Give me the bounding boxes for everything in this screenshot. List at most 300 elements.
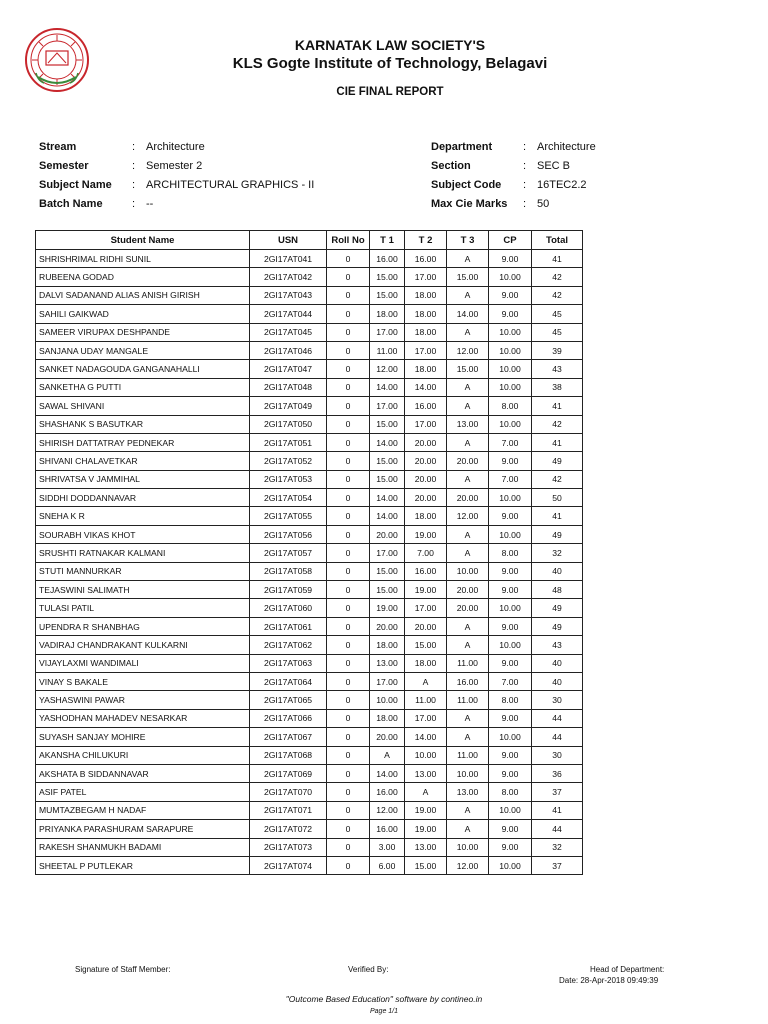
cell-t3: A [447,820,489,838]
cell-cp: 9.00 [489,838,532,856]
info-value: Semester 2 [146,159,203,172]
cell-student-name: VINAY S BAKALE [36,672,250,690]
cell-roll-no: 0 [327,397,370,415]
cell-t1: 15.00 [370,286,405,304]
cell-t1: A [370,746,405,764]
table-row [36,489,583,507]
cell-t3: A [447,433,489,451]
cell-t2: 19.00 [405,581,447,599]
cell-student-name: SHRIVATSA V JAMMIHAL [36,470,250,488]
cell-student-name: TEJASWINI SALIMATH [36,581,250,599]
cell-total: 48 [532,581,583,599]
cell-total: 41 [532,507,583,525]
institute-seal-icon [24,27,90,93]
cell-student-name: YASHODHAN MAHADEV NESARKAR [36,709,250,727]
cell-usn: 2GI17AT048 [250,378,327,396]
table-row [36,525,583,543]
cell-t1: 17.00 [370,323,405,341]
cell-roll-no: 0 [327,856,370,874]
cell-usn: 2GI17AT051 [250,433,327,451]
table-row [36,323,583,341]
info-row-batch-name [39,194,314,213]
table-row [36,562,583,580]
cell-total: 41 [532,433,583,451]
info-separator: : [523,159,527,172]
cell-t2: 14.00 [405,378,447,396]
info-label: Stream [39,140,77,153]
cell-t2: 19.00 [405,820,447,838]
cell-usn: 2GI17AT061 [250,617,327,635]
cell-roll-no: 0 [327,507,370,525]
cell-total: 37 [532,783,583,801]
cell-total: 41 [532,250,583,268]
info-separator: : [523,178,527,191]
info-value: Architecture [537,140,596,153]
cell-student-name: VADIRAJ CHANDRAKANT KULKARNI [36,636,250,654]
cell-usn: 2GI17AT065 [250,691,327,709]
cell-roll-no: 0 [327,323,370,341]
cell-student-name: SANJANA UDAY MANGALE [36,341,250,359]
cell-t2: 19.00 [405,801,447,819]
cell-roll-no: 0 [327,838,370,856]
staff-signature-label: Signature of Staff Member: [75,965,171,974]
table-row [36,801,583,819]
info-row-max-cie-marks [431,194,596,213]
cell-usn: 2GI17AT053 [250,470,327,488]
cell-t3: A [447,397,489,415]
cell-t1: 6.00 [370,856,405,874]
cell-roll-no: 0 [327,581,370,599]
cell-roll-no: 0 [327,691,370,709]
cell-t3: 10.00 [447,562,489,580]
cell-t2: 16.00 [405,250,447,268]
cell-roll-no: 0 [327,783,370,801]
table-row [36,544,583,562]
info-value: 50 [537,197,550,210]
info-label: Semester [39,159,89,172]
cell-t1: 15.00 [370,415,405,433]
cell-t2: 19.00 [405,525,447,543]
cell-t3: A [447,250,489,268]
cell-cp: 9.00 [489,820,532,838]
cell-student-name: SHASHANK S BASUTKAR [36,415,250,433]
cell-t3: A [447,709,489,727]
cell-usn: 2GI17AT054 [250,489,327,507]
cell-usn: 2GI17AT066 [250,709,327,727]
cell-t1: 18.00 [370,636,405,654]
cell-student-name: SHIRISH DATTATRAY PEDNEKAR [36,433,250,451]
table-row [36,709,583,727]
cell-t3: 15.00 [447,360,489,378]
cell-t2: 11.00 [405,691,447,709]
cell-t3: A [447,378,489,396]
cell-t3: 11.00 [447,654,489,672]
cell-cp: 9.00 [489,286,532,304]
info-label: Subject Code [431,178,502,191]
cell-student-name: AKANSHA CHILUKURI [36,746,250,764]
cell-t3: A [447,286,489,304]
cell-cp: 8.00 [489,691,532,709]
cell-usn: 2GI17AT068 [250,746,327,764]
cell-t1: 12.00 [370,360,405,378]
cell-t1: 12.00 [370,801,405,819]
cell-total: 42 [532,286,583,304]
info-separator: : [132,197,136,210]
cell-student-name: DALVI SADANAND ALIAS ANISH GIRISH [36,286,250,304]
cell-cp: 10.00 [489,599,532,617]
org-line2: KLS Gogte Institute of Technology, Belagavi [232,55,548,72]
cell-t3: 13.00 [447,783,489,801]
cell-t1: 14.00 [370,507,405,525]
cell-cp: 10.00 [489,489,532,507]
info-left [39,137,314,213]
table-row [36,305,583,323]
table-row [36,397,583,415]
cell-roll-no: 0 [327,562,370,580]
cell-usn: 2GI17AT047 [250,360,327,378]
cell-total: 41 [532,801,583,819]
cell-cp: 8.00 [489,783,532,801]
table-row [36,783,583,801]
table-row [36,672,583,690]
cell-usn: 2GI17AT072 [250,820,327,838]
cell-total: 37 [532,856,583,874]
table-header-row [36,231,583,250]
info-value: SEC B [537,159,571,172]
cell-total: 45 [532,305,583,323]
cell-t3: A [447,470,489,488]
info-row-subject-name [39,175,314,194]
cell-usn: 2GI17AT067 [250,728,327,746]
cell-t2: 15.00 [405,856,447,874]
cell-cp: 9.00 [489,250,532,268]
info-value: -- [146,197,154,210]
cell-t1: 15.00 [370,581,405,599]
cell-cp: 10.00 [489,268,532,286]
cell-t2: 17.00 [405,599,447,617]
cell-roll-no: 0 [327,728,370,746]
cell-usn: 2GI17AT059 [250,581,327,599]
cell-total: 49 [532,599,583,617]
cell-cp: 9.00 [489,507,532,525]
cell-cp: 9.00 [489,305,532,323]
cell-student-name: SIDDHI DODDANNAVAR [36,489,250,507]
table-row [36,507,583,525]
col-header-total: Total [532,231,583,250]
cell-usn: 2GI17AT069 [250,764,327,782]
cell-t2: 10.00 [405,746,447,764]
cell-cp: 9.00 [489,654,532,672]
info-label: Department [431,140,493,153]
cell-t2: 18.00 [405,286,447,304]
cell-student-name: TULASI PATIL [36,599,250,617]
table-row [36,360,583,378]
cell-usn: 2GI17AT043 [250,286,327,304]
cell-t1: 3.00 [370,838,405,856]
cell-t2: 20.00 [405,617,447,635]
cell-t2: 20.00 [405,452,447,470]
cell-total: 36 [532,764,583,782]
cell-student-name: SHRISHRIMAL RIDHI SUNIL [36,250,250,268]
cell-roll-no: 0 [327,378,370,396]
cell-t3: A [447,323,489,341]
table-row [36,452,583,470]
cell-t3: A [447,801,489,819]
cell-t1: 15.00 [370,452,405,470]
cell-student-name: SOURABH VIKAS KHOT [36,525,250,543]
cell-t1: 18.00 [370,709,405,727]
cell-roll-no: 0 [327,636,370,654]
cell-t2: 20.00 [405,433,447,451]
table-row [36,764,583,782]
info-row-stream [39,137,314,156]
cell-student-name: SRUSHTI RATNAKAR KALMANI [36,544,250,562]
cell-cp: 9.00 [489,581,532,599]
cell-total: 40 [532,654,583,672]
cell-t1: 18.00 [370,305,405,323]
cell-t1: 19.00 [370,599,405,617]
cell-usn: 2GI17AT042 [250,268,327,286]
cell-roll-no: 0 [327,654,370,672]
info-value: 16TEC2.2 [537,178,587,191]
cell-t3: 12.00 [447,507,489,525]
table-row [36,470,583,488]
cell-t2: 17.00 [405,341,447,359]
cell-cp: 10.00 [489,360,532,378]
cell-t1: 17.00 [370,544,405,562]
cell-total: 40 [532,672,583,690]
info-separator: : [523,197,527,210]
cell-cp: 9.00 [489,562,532,580]
cell-t2: A [405,783,447,801]
cell-t1: 14.00 [370,489,405,507]
info-separator: : [132,159,136,172]
cell-cp: 10.00 [489,728,532,746]
cell-total: 43 [532,360,583,378]
cell-roll-no: 0 [327,746,370,764]
cell-t2: 18.00 [405,305,447,323]
cell-t1: 20.00 [370,617,405,635]
software-credit: "Outcome Based Education" software by contineo.in [285,994,483,1004]
cell-t3: 12.00 [447,856,489,874]
cell-usn: 2GI17AT062 [250,636,327,654]
marks-table-body [36,250,583,875]
cell-student-name: SAHILI GAIKWAD [36,305,250,323]
cell-usn: 2GI17AT064 [250,672,327,690]
cell-usn: 2GI17AT058 [250,562,327,580]
cell-t3: 15.00 [447,268,489,286]
cell-roll-no: 0 [327,305,370,323]
cell-t1: 20.00 [370,525,405,543]
cell-t1: 17.00 [370,397,405,415]
cell-cp: 10.00 [489,415,532,433]
cell-roll-no: 0 [327,544,370,562]
info-label: Max Cie Marks [431,197,508,210]
col-header-usn: USN [250,231,327,250]
cell-total: 39 [532,341,583,359]
table-row [36,691,583,709]
table-row [36,268,583,286]
cell-roll-no: 0 [327,709,370,727]
cell-t1: 20.00 [370,728,405,746]
table-row [36,599,583,617]
info-separator: : [132,178,136,191]
marks-table [35,230,583,875]
cell-roll-no: 0 [327,470,370,488]
table-row [36,378,583,396]
info-row-section [431,156,596,175]
cell-student-name: SUYASH SANJAY MOHIRE [36,728,250,746]
cell-t2: 18.00 [405,654,447,672]
cell-t3: A [447,525,489,543]
cell-roll-no: 0 [327,617,370,635]
info-right [431,137,596,213]
cell-total: 44 [532,728,583,746]
report-date: Date: 28-Apr-2018 09:49:39 [559,976,659,985]
cell-total: 42 [532,268,583,286]
cell-t2: 17.00 [405,415,447,433]
cell-usn: 2GI17AT046 [250,341,327,359]
cell-cp: 10.00 [489,525,532,543]
cell-t2: 15.00 [405,636,447,654]
cell-t1: 15.00 [370,562,405,580]
cell-t3: 13.00 [447,415,489,433]
cell-cp: 9.00 [489,764,532,782]
cell-t1: 16.00 [370,820,405,838]
table-row [36,250,583,268]
cell-cp: 9.00 [489,617,532,635]
table-row [36,838,583,856]
cell-student-name: SANKET NADAGOUDA GANGANAHALLI [36,360,250,378]
cell-t1: 14.00 [370,378,405,396]
cell-student-name: SANKETHA G PUTTI [36,378,250,396]
info-label: Batch Name [39,197,103,210]
cell-cp: 7.00 [489,470,532,488]
cell-cp: 10.00 [489,856,532,874]
verified-by-label: Verified By: [348,965,389,974]
table-row [36,617,583,635]
info-separator: : [132,140,136,153]
col-header-t1: T 1 [370,231,405,250]
cell-total: 44 [532,820,583,838]
cell-usn: 2GI17AT071 [250,801,327,819]
cell-t2: A [405,672,447,690]
table-row [36,341,583,359]
cell-usn: 2GI17AT041 [250,250,327,268]
cell-t3: 20.00 [447,599,489,617]
cell-total: 30 [532,691,583,709]
cell-student-name: RAKESH SHANMUKH BADAMI [36,838,250,856]
cell-t1: 13.00 [370,654,405,672]
info-row-semester [39,156,314,175]
cell-student-name: SAWAL SHIVANI [36,397,250,415]
cell-t3: A [447,728,489,746]
cell-t2: 13.00 [405,764,447,782]
cell-student-name: SHEETAL P PUTLEKAR [36,856,250,874]
cell-student-name: SAMEER VIRUPAX DESHPANDE [36,323,250,341]
info-label: Subject Name [39,178,112,191]
table-row [36,856,583,874]
cell-usn: 2GI17AT052 [250,452,327,470]
cell-t2: 18.00 [405,323,447,341]
table-row [36,636,583,654]
cell-usn: 2GI17AT056 [250,525,327,543]
cell-cp: 9.00 [489,746,532,764]
table-row [36,820,583,838]
cell-student-name: YASHASWINI PAWAR [36,691,250,709]
cell-t3: A [447,636,489,654]
cell-student-name: STUTI MANNURKAR [36,562,250,580]
cell-t2: 17.00 [405,709,447,727]
table-row [36,415,583,433]
cell-t2: 14.00 [405,728,447,746]
cell-usn: 2GI17AT049 [250,397,327,415]
cell-usn: 2GI17AT055 [250,507,327,525]
cell-roll-no: 0 [327,360,370,378]
cell-roll-no: 0 [327,250,370,268]
hod-label: Head of Department: [590,965,665,974]
cell-roll-no: 0 [327,801,370,819]
cell-t3: 10.00 [447,838,489,856]
cell-t1: 16.00 [370,783,405,801]
page-number: Page 1/1 [369,1008,399,1015]
cell-cp: 9.00 [489,452,532,470]
cell-usn: 2GI17AT044 [250,305,327,323]
info-row-subject-code [431,175,596,194]
cell-roll-no: 0 [327,764,370,782]
cell-t1: 16.00 [370,250,405,268]
cell-total: 32 [532,838,583,856]
cell-t2: 13.00 [405,838,447,856]
org-line1: KARNATAK LAW SOCIETY'S [294,37,486,53]
cell-cp: 9.00 [489,709,532,727]
cell-t2: 18.00 [405,507,447,525]
cell-t1: 17.00 [370,672,405,690]
cell-total: 49 [532,617,583,635]
cell-t3: 11.00 [447,746,489,764]
info-value: Architecture [146,140,205,153]
col-header-t2: T 2 [405,231,447,250]
cell-cp: 7.00 [489,433,532,451]
cell-t1: 10.00 [370,691,405,709]
cell-t3: A [447,544,489,562]
cell-t2: 16.00 [405,397,447,415]
cell-total: 45 [532,323,583,341]
cell-roll-no: 0 [327,672,370,690]
cell-t3: 12.00 [447,341,489,359]
info-label: Section [431,159,471,172]
cell-t3: 11.00 [447,691,489,709]
cell-cp: 10.00 [489,341,532,359]
cell-total: 40 [532,562,583,580]
table-row [36,746,583,764]
col-header-cp: CP [489,231,532,250]
col-header-t3: T 3 [447,231,489,250]
cell-t1: 14.00 [370,764,405,782]
cell-cp: 10.00 [489,801,532,819]
col-header-student-name: Student Name [36,231,250,250]
table-row [36,581,583,599]
cell-total: 38 [532,378,583,396]
cell-roll-no: 0 [327,489,370,507]
cell-student-name: PRIYANKA PARASHURAM SARAPURE [36,820,250,838]
cell-student-name: AKSHATA B SIDDANNAVAR [36,764,250,782]
cell-t2: 20.00 [405,489,447,507]
table-row [36,286,583,304]
cell-roll-no: 0 [327,268,370,286]
cell-cp: 7.00 [489,672,532,690]
cell-roll-no: 0 [327,599,370,617]
